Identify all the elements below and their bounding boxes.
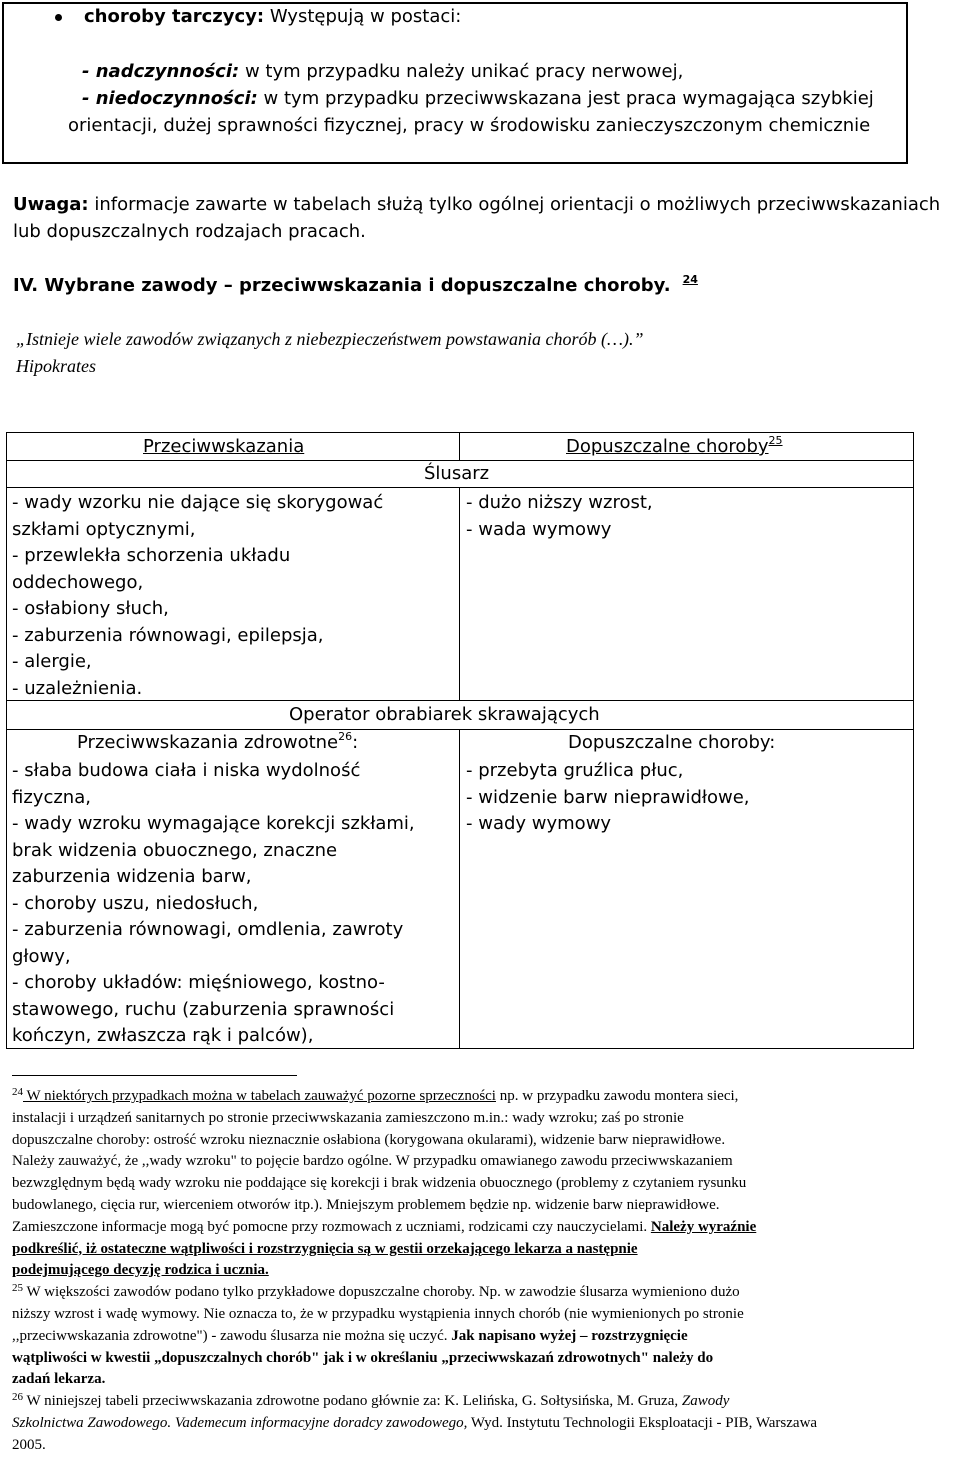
footnote-26-line: Szkolnictwa Zawodowego. Vademecum informacyjne doradcy zawodowego, Wyd. Instytutu Technologii Eksploatacji - PIB, Warszawa [12,1414,818,1431]
footnotes [12,1086,957,1457]
job1-contraindications [12,490,383,702]
header-allowed-diseases: Dopuszczalne choroby$^{25}$ [566,434,783,457]
list-item: - alergie, [12,651,92,672]
box-title: choroby tarczycy: Występują w postaci: [84,6,462,27]
footnote-24-line: $^{24}$ W niektórych przypadkach można w tabelach zauważyć pozorne sprzeczności np. w przypadku zawodu montera sieci, [12,1086,739,1104]
list-item: brak widzenia obuocznego, znaczne [12,839,338,861]
footnote-26-line: 2005. [12,1436,46,1453]
job2-header-right: Dopuszczalne choroby: [568,732,776,753]
table-border-right [913,432,914,1049]
job2-contraindications [12,758,415,1050]
footnote-24-line: Zamieszczone informacje mogą być pomocne przy rozmowach z uczniami, rodzicami czy nauczycielami. Należy wyraźnie [12,1218,757,1235]
job2-header-left: Przeciwwskazania zdrowotne$^{26}$: [77,730,359,753]
list-item: fizyczna, [12,786,91,808]
list-item: - zaburzenia równowagi, epilepsja, [12,624,324,646]
footnote-24-line: podkreślić, iż ostateczne wątpliwości i rozstrzygnięcia są w gestii orzekającego lekarza a następnie [12,1240,638,1257]
note-line-2: lub dopuszczalnych rodzajach pracach. [13,221,366,242]
table-rule-1 [6,460,914,461]
note-line-1: Uwaga: informacje zawarte w tabelach służą tylko ogólnej orientacji o możliwych przeciwwskazaniach [13,194,941,215]
job1-allowed [466,490,653,543]
list-item: - słaba budowa ciała i niska wydolność [12,760,361,781]
list-item: głowy, [12,945,71,967]
list-item: - osłabiony słuch, [12,598,169,619]
footnote-25-line: wątpliwości w kwestii „dopuszczalnych chorób" jak i w określaniu „przeciwwskazań zdrowotnych" należy do [12,1349,714,1366]
list-item: - wady wymowy [466,813,612,834]
footnote-24-line: instalacji i urządzeń sanitarnych po stronie przeciwwskazania zamieszczono m.in.: wady wzroku; zaś po stronie [12,1109,684,1126]
list-item: oddechowego, [12,571,144,593]
quote: „Istnieje wiele zawodów związanych z niebezpieczeństwem powstawania chorób (…).” [16,329,644,349]
table-divider-header [459,432,460,460]
list-item: - wady wzorku nie dające się skorygować [12,492,384,513]
footnote-ref-25[interactable]: 25 [768,434,783,447]
footnote-24-line: Należy zauważyć, że ,,wady wzroku" to pojęcie bardzo ogólne. W przypadku omawianego zawodu przeciwwskazaniem [12,1153,733,1170]
table-rule-2 [6,487,914,488]
header-contraindications: Przeciwwskazania [143,436,305,457]
footnote-separator [12,1075,297,1076]
footnote-ref-24[interactable]: 24 [682,273,698,286]
list-item: - widzenie barw nieprawidłowe, [466,786,750,808]
list-item: kończyn, zwłaszcza rąk i palców), [12,1025,314,1046]
section-title: IV. Wybrane zawody – przeciwwskazania i dopuszczalne choroby. $^{24}$ [13,273,698,296]
list-item: - przewlekła schorzenia układu [12,545,291,566]
list-item: - choroby uszu, niedosłuch, [12,892,259,914]
list-item: zaburzenia widzenia barw, [12,866,252,887]
list-item: - choroby układów: mięśniowego, kostno- [12,972,385,993]
table-divider-job2 [459,729,460,1049]
list-item: - wady wzroku wymagające korekcji szkłami, [12,813,415,834]
table-rule-4 [6,729,914,730]
bullet-icon [55,14,62,21]
footnote-25-line: niższy wzrost i wadę wymowy. Nie oznacza to, że w przypadku wystąpienia innych chorób (nie wymienionych po stronie [12,1305,744,1322]
quote-author: Hipokrates [16,356,96,376]
list-item: - zaburzenia równowagi, omdlenia, zawroty [12,919,404,940]
footnote-24-line: dopuszczalne choroby: ostrość wzroku nieznacznie osłabiona (korygowana okularami), widzenie barw nieprawidłowe. [12,1131,726,1148]
list-item: szkłami optycznymi, [12,518,196,540]
footnote-24-line: podejmującego decyzję rodzica i ucznia. [12,1262,269,1279]
list-item: - przebyta gruźlica płuc, [466,760,684,781]
box-line-3: orientacji, dużej sprawności fizycznej, pracy w środowisku zanieczyszczonym chemicznie [68,115,871,136]
list-item: - wada wymowy [466,518,612,540]
job2-allowed [466,758,750,838]
table-divider-job1 [459,487,460,700]
footnote-24-line: bezwzględnym będą wady wzroku nie poddające się korekcji i brak widzenia obuocznego (problemy z czytaniem rysunku [12,1175,747,1192]
footnote-ref-26[interactable]: 26 [338,730,353,743]
box-line-2: - niedoczynności: w tym przypadku przeciwwskazana jest praca wymagająca szybkiej [82,88,874,109]
list-item: - uzależnienia. [12,677,143,699]
list-item: - dużo niższy wzrost, [466,492,653,513]
footnote-25-line: ,,przeciwwskazania zdrowotne") - zawodu ślusarza nie można się uczyć. Jak napisano wyżej – rozstrzygnięcie [12,1327,688,1344]
list-item: stawowego, ruchu (zaburzenia sprawności [12,998,395,1020]
table-border-top [6,432,914,433]
footnote-25-line: zadań lekarza. [12,1371,106,1388]
job-title-slusarz: Ślusarz [424,463,490,484]
job-title-operator: Operator obrabiarek skrawających [289,704,600,725]
table-border-left [6,432,7,1049]
footnote-24-line: budowlanego, cięcia rur, wierceniem otworów itp.). Mniejszym problemem będzie np. widzenie barw nieprawidłowe. [12,1196,720,1213]
box-line-1: - nadczynności: w tym przypadku należy unikać pracy nerwowej, [82,61,684,82]
footnote-26-line: $^{26}$ W niniejszej tabeli przeciwwskazania zdrowotne podano głównie za: K. Lelińska, G. Sołtysińska, M. Gruza, Zawody [12,1391,730,1410]
footnote-25-line: $^{25}$ W większości zawodów podano tylko przykładowe dopuszczalne choroby. Np. w zawodzie ślusarza wymieniono dużo [12,1282,740,1301]
